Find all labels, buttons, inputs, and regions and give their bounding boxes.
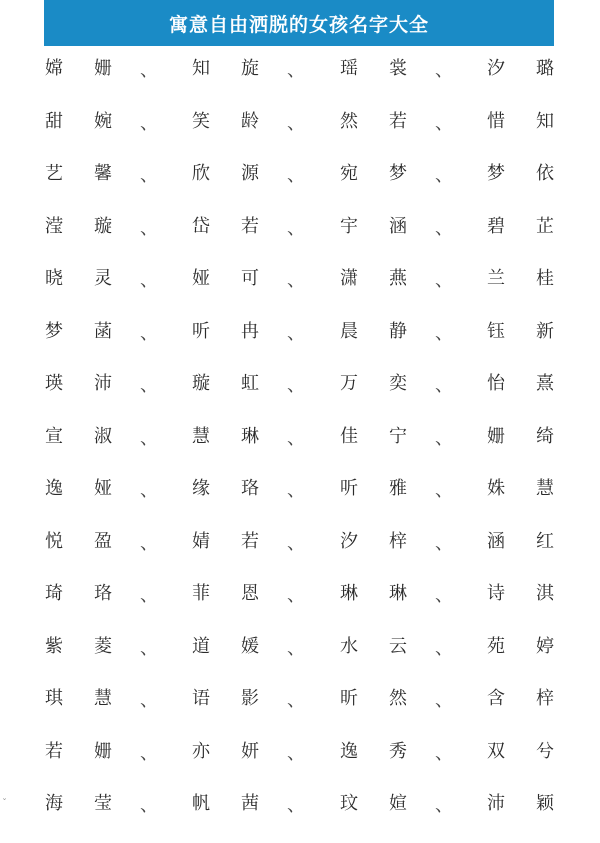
name-character: 燕 (389, 268, 407, 289)
name-entry (190, 307, 300, 359)
name-character: 沛 (94, 373, 112, 394)
name-character: 宁 (389, 425, 407, 447)
name-row (0, 254, 600, 306)
name-entry (190, 517, 300, 569)
name-character: 颖 (536, 793, 554, 814)
name-entry (190, 254, 300, 306)
name-character: 若 (241, 215, 259, 237)
name-entry (338, 412, 448, 464)
name-character: 琦 (45, 583, 63, 604)
name-character: 依 (536, 163, 554, 184)
name-entry (43, 622, 153, 674)
name-entry (485, 622, 595, 674)
name-character: 旋 (241, 58, 259, 79)
name-character: 慧 (192, 425, 210, 447)
name-entry (338, 779, 448, 831)
name-entry (190, 202, 300, 254)
name-character: 琪 (45, 688, 63, 709)
name-character: 笑 (192, 110, 210, 132)
name-entry (485, 359, 595, 411)
name-entry (43, 149, 153, 201)
name-character: 熹 (536, 373, 554, 394)
name-row (0, 517, 600, 569)
name-entry (485, 149, 595, 201)
name-character: 恩 (241, 583, 259, 604)
name-character: 梦 (45, 320, 63, 342)
name-character: 惜 (487, 110, 505, 132)
name-character: 缘 (192, 478, 210, 499)
separator-mark: 、 (140, 585, 158, 606)
separator-mark: 、 (435, 795, 453, 816)
separator-mark: 、 (435, 532, 453, 554)
separator-mark: 、 (287, 480, 305, 501)
separator-mark: 、 (140, 60, 158, 81)
name-character: 红 (536, 530, 554, 552)
name-row (0, 569, 600, 621)
name-character: 昕 (340, 688, 358, 709)
name-entry (338, 359, 448, 411)
name-character: 姗 (94, 740, 112, 762)
name-character: 听 (340, 478, 358, 499)
name-character: 苑 (487, 635, 505, 657)
name-entry (485, 674, 595, 726)
name-entry (190, 412, 300, 464)
name-character: 媗 (389, 793, 407, 814)
separator-mark: 、 (287, 585, 305, 606)
name-character: 佳 (340, 425, 358, 447)
separator-mark: 、 (140, 112, 158, 134)
name-character: 菲 (192, 583, 210, 604)
name-character: 宛 (340, 163, 358, 184)
name-character: 水 (340, 635, 358, 657)
separator-mark: 、 (287, 165, 305, 186)
name-entry (43, 44, 153, 96)
name-entry (190, 44, 300, 96)
name-character: 兮 (536, 740, 554, 762)
name-character: 兰 (487, 268, 505, 289)
name-character: 含 (487, 688, 505, 709)
separator-mark: 、 (140, 427, 158, 449)
name-row (0, 727, 600, 779)
name-character: 婧 (192, 530, 210, 552)
name-character: 璇 (192, 373, 210, 394)
name-character: 逸 (340, 740, 358, 762)
name-character: 姗 (94, 58, 112, 79)
name-character: 珞 (241, 478, 259, 499)
name-character: 姝 (487, 478, 505, 499)
name-character: 影 (241, 688, 259, 709)
name-character: 奕 (389, 373, 407, 394)
corner-mark: ˇ (2, 798, 7, 809)
separator-mark: 、 (435, 217, 453, 239)
name-entry (43, 359, 153, 411)
name-entry (338, 44, 448, 96)
separator-mark: 、 (435, 270, 453, 291)
name-entry (190, 727, 300, 779)
name-entry (43, 779, 153, 831)
name-character: 语 (192, 688, 210, 709)
separator-mark: 、 (435, 60, 453, 81)
name-character: 道 (192, 635, 210, 657)
name-row (0, 307, 600, 359)
separator-mark: 、 (140, 217, 158, 239)
name-entry (43, 254, 153, 306)
name-entry (485, 202, 595, 254)
name-entry (43, 569, 153, 621)
name-character: 双 (487, 740, 505, 762)
name-entry (485, 727, 595, 779)
name-entry (43, 464, 153, 516)
name-character: 可 (241, 268, 259, 289)
name-character: 岱 (192, 215, 210, 237)
separator-mark: 、 (287, 112, 305, 134)
name-entry (43, 517, 153, 569)
name-entry (485, 517, 595, 569)
page-title: 寓意自由洒脱的女孩名字大全 (168, 13, 429, 36)
name-row (0, 412, 600, 464)
name-row (0, 779, 600, 831)
name-character: 秀 (389, 740, 407, 762)
name-character: 淑 (94, 425, 112, 447)
name-character: 万 (340, 373, 358, 394)
name-character: 婉 (94, 110, 112, 132)
name-character: 盈 (94, 530, 112, 552)
name-entry (190, 149, 300, 201)
name-entry (190, 359, 300, 411)
name-entry (43, 97, 153, 149)
name-character: 诗 (487, 583, 505, 604)
name-character: 静 (389, 320, 407, 342)
name-character: 源 (241, 163, 259, 184)
name-character: 灵 (94, 268, 112, 289)
name-character: 龄 (241, 110, 259, 132)
name-row (0, 674, 600, 726)
name-character: 菡 (94, 320, 112, 342)
separator-mark: 、 (435, 322, 453, 344)
name-character: 欣 (192, 163, 210, 184)
name-entry (43, 674, 153, 726)
separator-mark: 、 (287, 532, 305, 554)
name-character: 钰 (487, 320, 505, 342)
name-character: 馨 (94, 163, 112, 184)
name-character: 云 (389, 635, 407, 657)
name-character: 知 (192, 58, 210, 79)
name-entry (43, 307, 153, 359)
name-character: 琳 (340, 583, 358, 604)
name-character: 慧 (536, 478, 554, 499)
name-character: 琳 (241, 425, 259, 447)
name-character: 菱 (94, 635, 112, 657)
separator-mark: 、 (140, 322, 158, 344)
name-character: 梦 (389, 163, 407, 184)
name-character: 桂 (536, 268, 554, 289)
name-character: 瑶 (340, 58, 358, 79)
separator-mark: 、 (140, 742, 158, 764)
name-character: 绮 (536, 425, 554, 447)
name-character: 若 (45, 740, 63, 762)
name-character: 璇 (94, 215, 112, 237)
name-character: 莹 (94, 793, 112, 814)
name-character: 若 (241, 530, 259, 552)
separator-mark: 、 (140, 637, 158, 659)
name-character: 姗 (487, 425, 505, 447)
name-entry (338, 517, 448, 569)
separator-mark: 、 (435, 427, 453, 449)
name-character: 芷 (536, 215, 554, 237)
name-entry (485, 779, 595, 831)
separator-mark: 、 (140, 690, 158, 711)
name-character: 紫 (45, 635, 63, 657)
name-entry (485, 97, 595, 149)
name-entry (338, 254, 448, 306)
name-character: 悦 (45, 530, 63, 552)
name-character: 淇 (536, 583, 554, 604)
name-character: 茜 (241, 793, 259, 814)
name-character: 瑛 (45, 373, 63, 394)
name-entry (338, 674, 448, 726)
separator-mark: 、 (287, 375, 305, 396)
name-character: 娅 (94, 478, 112, 499)
name-character: 虹 (241, 373, 259, 394)
name-entry (485, 254, 595, 306)
separator-mark: 、 (435, 165, 453, 186)
separator-mark: 、 (435, 742, 453, 764)
name-character: 海 (45, 793, 63, 814)
separator-mark: 、 (140, 165, 158, 186)
name-character: 甜 (45, 110, 63, 132)
name-entry (338, 727, 448, 779)
name-row (0, 149, 600, 201)
name-character: 梦 (487, 163, 505, 184)
name-entry (43, 412, 153, 464)
separator-mark: 、 (287, 60, 305, 81)
title-banner (44, 0, 554, 46)
name-character: 怡 (487, 373, 505, 394)
separator-mark: 、 (287, 270, 305, 291)
name-entry (190, 97, 300, 149)
name-entry (190, 569, 300, 621)
name-character: 逸 (45, 478, 63, 499)
name-entry (190, 674, 300, 726)
name-entry (338, 307, 448, 359)
name-character: 艺 (45, 163, 63, 184)
name-character: 若 (389, 110, 407, 132)
name-character: 玟 (340, 793, 358, 814)
separator-mark: 、 (287, 322, 305, 344)
name-character: 汐 (487, 58, 505, 79)
name-row (0, 622, 600, 674)
name-character: 梓 (389, 530, 407, 552)
name-row (0, 202, 600, 254)
name-character: 知 (536, 110, 554, 132)
name-entry (338, 149, 448, 201)
name-character: 雅 (389, 478, 407, 499)
separator-mark: 、 (140, 532, 158, 554)
separator-mark: 、 (435, 637, 453, 659)
name-character: 晓 (45, 268, 63, 289)
name-entry (43, 202, 153, 254)
name-character: 汐 (340, 530, 358, 552)
name-character: 然 (340, 110, 358, 132)
separator-mark: 、 (287, 427, 305, 449)
name-entry (485, 569, 595, 621)
name-entry (485, 464, 595, 516)
name-entry (338, 569, 448, 621)
separator-mark: 、 (140, 795, 158, 816)
name-character: 媛 (241, 635, 259, 657)
separator-mark: 、 (435, 690, 453, 711)
separator-mark: 、 (435, 480, 453, 501)
name-character: 珞 (94, 583, 112, 604)
separator-mark: 、 (287, 217, 305, 239)
name-character: 潇 (340, 268, 358, 289)
name-character: 慧 (94, 688, 112, 709)
separator-mark: 、 (140, 270, 158, 291)
name-row (0, 464, 600, 516)
name-character: 听 (192, 320, 210, 342)
separator-mark: 、 (287, 742, 305, 764)
separator-mark: 、 (140, 480, 158, 501)
name-entry (485, 307, 595, 359)
name-entry (485, 412, 595, 464)
separator-mark: 、 (287, 690, 305, 711)
name-character: 宣 (45, 425, 63, 447)
name-entry (485, 44, 595, 96)
name-character: 沛 (487, 793, 505, 814)
name-entry (338, 464, 448, 516)
name-entry (338, 202, 448, 254)
name-character: 滢 (45, 215, 63, 237)
separator-mark: 、 (287, 795, 305, 816)
name-entry (190, 779, 300, 831)
name-row (0, 97, 600, 149)
separator-mark: 、 (435, 112, 453, 134)
name-entry (190, 464, 300, 516)
name-character: 新 (536, 320, 554, 342)
name-character: 娅 (192, 268, 210, 289)
name-character: 晨 (340, 320, 358, 342)
name-row (0, 44, 600, 96)
name-entry (338, 97, 448, 149)
name-character: 帆 (192, 793, 210, 814)
name-character: 妍 (241, 740, 259, 762)
name-character: 然 (389, 688, 407, 709)
name-character: 宇 (340, 215, 358, 237)
name-character: 琳 (389, 583, 407, 604)
separator-mark: 、 (435, 375, 453, 396)
name-entry (338, 622, 448, 674)
separator-mark: 、 (287, 637, 305, 659)
name-character: 璐 (536, 58, 554, 79)
name-entry (190, 622, 300, 674)
name-character: 裳 (389, 58, 407, 79)
name-entry (43, 727, 153, 779)
name-row (0, 359, 600, 411)
name-character: 碧 (487, 215, 505, 237)
separator-mark: 、 (140, 375, 158, 396)
name-character: 冉 (241, 320, 259, 342)
name-character: 涵 (389, 215, 407, 237)
name-character: 婷 (536, 635, 554, 657)
separator-mark: 、 (435, 585, 453, 606)
name-character: 亦 (192, 740, 210, 762)
name-character: 涵 (487, 530, 505, 552)
name-character: 梓 (536, 688, 554, 709)
name-character: 嫦 (45, 58, 63, 79)
